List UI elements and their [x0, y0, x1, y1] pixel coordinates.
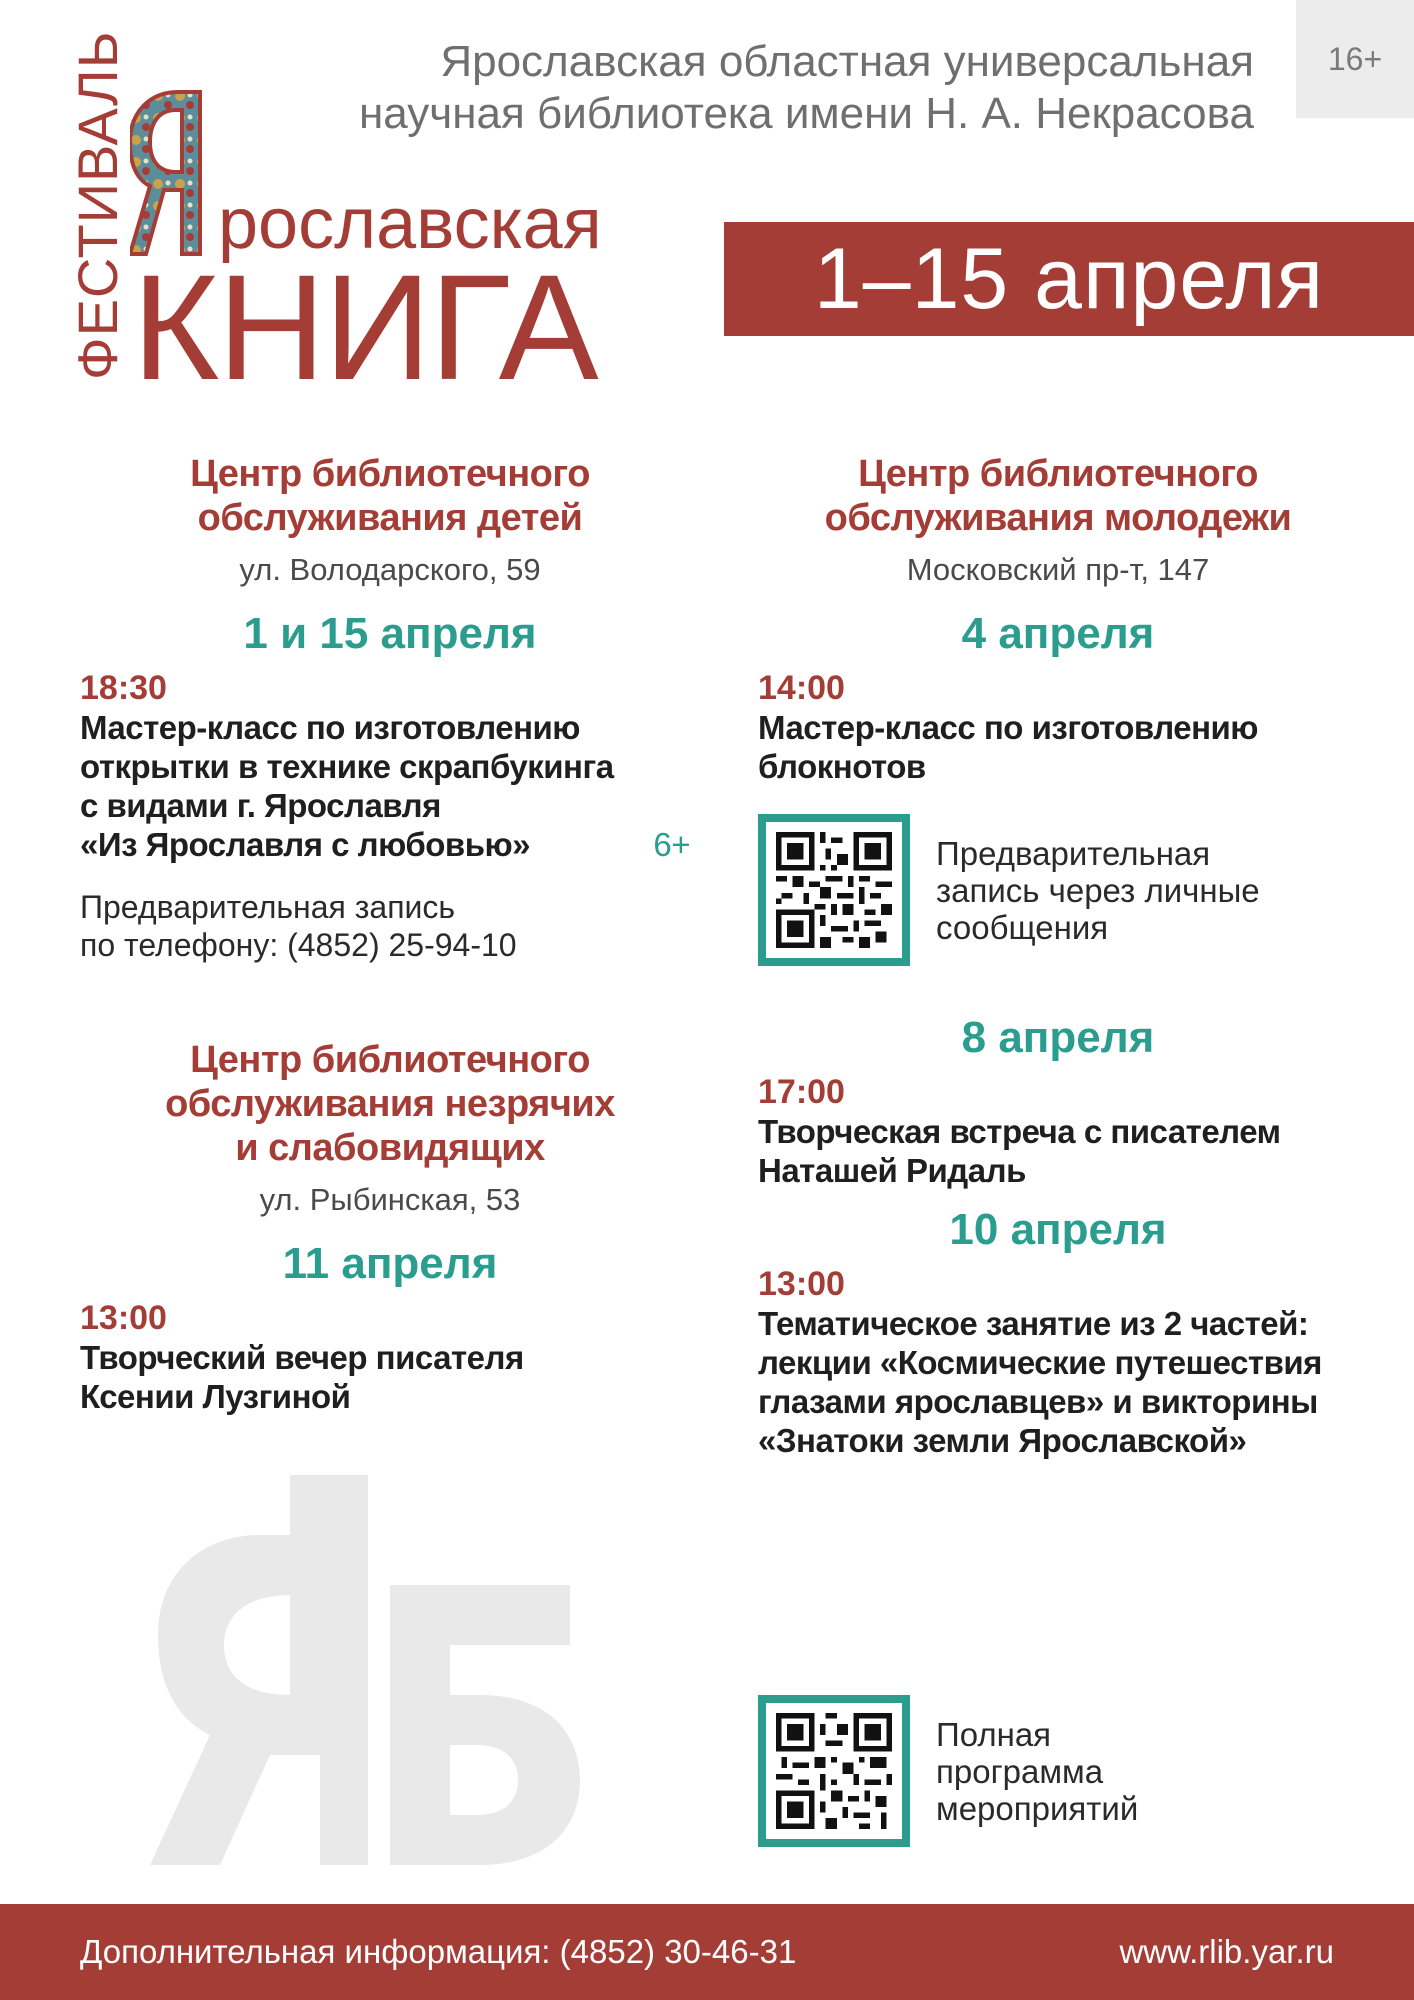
registration-qr-code[interactable]	[758, 814, 910, 966]
children-registration	[80, 888, 700, 964]
festival-dates-banner: 1–15 апреля	[724, 222, 1414, 336]
blind-center-section	[80, 1038, 700, 1416]
children-center-address: ул. Володарского, 59	[239, 552, 541, 587]
youth-center-title-line1: Центр библиотечного	[858, 453, 1258, 495]
youth-center-section	[758, 452, 1358, 1460]
blind-center-title-line1: Центр библиотечного	[190, 1039, 590, 1081]
youth-registration-qr-caption	[936, 835, 1260, 946]
blind-center-title-line2: обслуживания незрячих	[165, 1083, 615, 1125]
footer-info-phone: Дополнительная информация: (4852) 30-46-31	[80, 1933, 797, 1970]
age-rating-badge: 16+	[1296, 0, 1414, 118]
children-registration-line1: Предварительная запись	[80, 889, 456, 925]
program-qr-code[interactable]	[758, 1695, 910, 1847]
youth-event-line: глазами ярославцев» и викторины	[758, 1383, 1318, 1420]
youth-event-description	[758, 1304, 1358, 1460]
children-event-line: открытки в технике скрапбукинга	[80, 748, 614, 785]
youth-event-date: 10 апреля	[949, 1205, 1167, 1254]
children-event-line: Мастер-класс по изготовлению	[80, 709, 580, 746]
logo-word-yaroslavskaya: рославская	[218, 184, 602, 264]
blind-center-title	[80, 1038, 700, 1170]
blind-event-time: 13:00	[80, 1299, 167, 1337]
program-qr-block	[758, 1695, 1138, 1847]
children-registration-phone: по телефону: (4852) 25-94-10	[80, 927, 517, 963]
children-center-title-line1: Центр библиотечного	[190, 453, 590, 495]
logo-word-kniga: КНИГА	[132, 243, 597, 411]
youth-event-description	[758, 1112, 1358, 1190]
youth-event-date: 8 апреля	[961, 1013, 1155, 1062]
qr-code-icon	[776, 832, 892, 948]
children-event-line: с видами г. Ярославля	[80, 787, 441, 824]
youth-event-date: 4 апреля	[961, 609, 1155, 658]
youth-event-line: Творческая встреча с писателем	[758, 1113, 1281, 1150]
youth-event-line: Тематическое занятие из 2 частей:	[758, 1305, 1309, 1342]
library-name-line2: научная библиотека имени Н. А. Некрасова	[359, 89, 1254, 138]
children-event-description	[80, 708, 700, 864]
youth-center-address: Московский пр-т, 147	[906, 552, 1210, 587]
youth-event-line: блокнотов	[758, 748, 926, 785]
children-event-time: 18:30	[80, 669, 167, 707]
youth-event-line: Наташей Ридаль	[758, 1152, 1026, 1189]
logo-festival-word: ФЕСТИВАЛЬ	[66, 30, 129, 380]
youth-center-title	[758, 452, 1358, 540]
youth-event-time: 14:00	[758, 669, 845, 707]
footer-bar	[0, 1904, 1414, 2000]
children-center-title	[80, 452, 700, 540]
children-center-date: 1 и 15 апреля	[243, 609, 537, 658]
blind-center-title-line3: и слабовидящих	[235, 1127, 545, 1169]
qr-caption-line: запись через личные	[936, 871, 1260, 909]
qr-caption-line: мероприятий	[936, 1789, 1139, 1827]
youth-event-line: Мастер-класс по изготовлению	[758, 709, 1258, 746]
blind-event-line: Ксении Лузгиной	[80, 1378, 351, 1415]
blind-center-address: ул. Рыбинская, 53	[259, 1182, 521, 1217]
library-name	[254, 36, 1254, 140]
blind-center-date: 11 апреля	[282, 1239, 498, 1288]
blind-event-line: Творческий вечер писателя	[80, 1339, 524, 1376]
library-monogram-watermark	[150, 1475, 590, 1875]
program-qr-caption	[936, 1716, 1138, 1827]
blind-event-description	[80, 1338, 700, 1416]
youth-event-description	[758, 708, 1358, 786]
youth-registration-qr-block	[758, 814, 1358, 966]
youth-event-time: 13:00	[758, 1265, 845, 1303]
qr-code-icon	[776, 1713, 892, 1829]
youth-event-time: 17:00	[758, 1073, 845, 1111]
logo-initial-letter: Я	[172, 90, 173, 91]
youth-center-title-line2: обслуживания молодежи	[824, 497, 1292, 539]
logo-ornamental-letter	[130, 90, 214, 256]
children-center-section	[80, 452, 700, 964]
footer-website-link[interactable]: www.rlib.yar.ru	[1119, 1933, 1334, 1970]
children-event-line: «Из Ярославля с любовью»	[80, 826, 531, 863]
library-name-line1: Ярославская областная универсальная	[440, 37, 1254, 86]
children-event-age: 6+	[653, 826, 690, 863]
qr-caption-line: сообщения	[936, 908, 1109, 946]
youth-event-line: «Знатоки земли Ярославской»	[758, 1422, 1247, 1459]
children-center-title-line2: обслуживания детей	[197, 497, 583, 539]
qr-caption-line: программа	[936, 1752, 1104, 1790]
youth-event-line: лекции «Космические путешествия	[758, 1344, 1322, 1381]
qr-caption-line: Предварительная	[936, 834, 1211, 872]
qr-caption-line: Полная	[936, 1715, 1052, 1753]
